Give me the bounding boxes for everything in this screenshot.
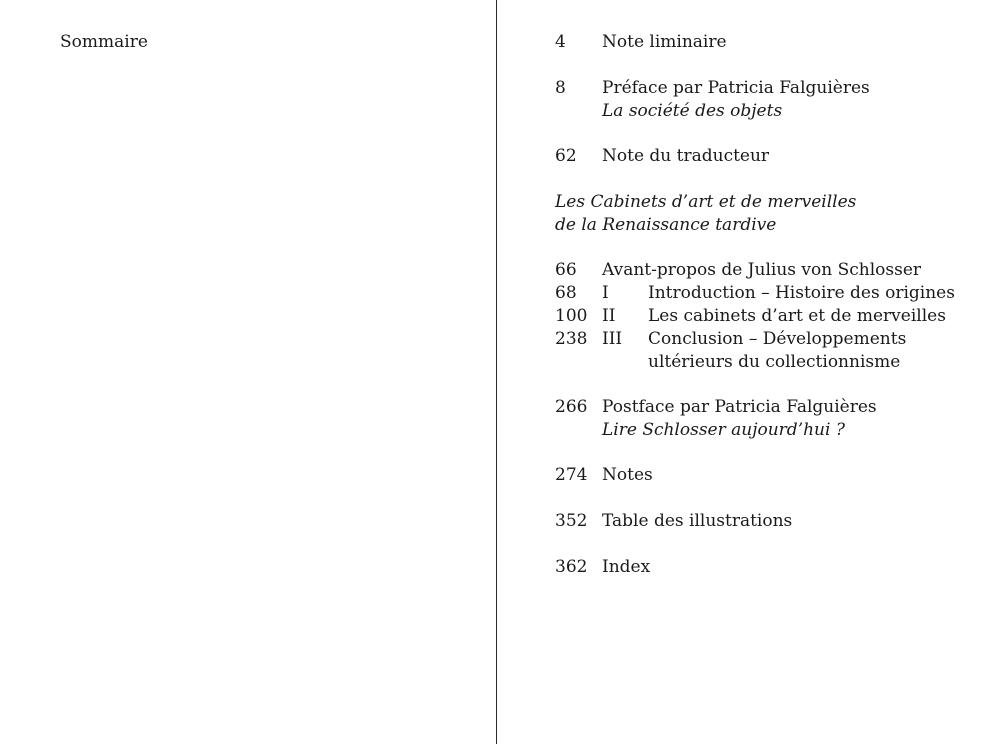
toc-entry-note-liminaire	[555, 31, 975, 54]
toc-chapter-1	[555, 282, 975, 305]
toc-entry-title: Postface par Patricia Falguières	[602, 397, 877, 417]
toc-entry-avant-propos	[555, 259, 975, 282]
toc-entry-note-traducteur	[555, 145, 975, 168]
work-title-line-1: Les Cabinets d’art et de merveilles	[555, 192, 857, 212]
toc-page-number: 62	[555, 146, 577, 166]
right-page-table-of-contents	[497, 0, 992, 744]
toc-entry-title: Note liminaire	[602, 32, 727, 52]
toc-entry-title: Note du traducteur	[602, 146, 770, 166]
toc-chapter-3-continuation	[555, 351, 975, 374]
chapter-title: Introduction – Histoire des origines	[648, 283, 955, 303]
page-title: Sommaire	[60, 32, 148, 52]
chapter-numeral: I	[602, 283, 609, 303]
chapter-numeral: III	[602, 329, 623, 349]
toc-page-number: 352	[555, 511, 588, 531]
toc-page-number: 266	[555, 397, 588, 417]
toc-entry-subtitle: La société des objets	[602, 101, 783, 121]
toc-entry-postface	[555, 396, 975, 442]
work-title-line-2: de la Renaissance tardive	[555, 215, 777, 235]
toc-entry-notes	[555, 464, 975, 487]
chapter-title: Les cabinets d’art et de merveilles	[648, 306, 946, 326]
toc-work-title	[555, 191, 975, 237]
toc-entry-title: Index	[602, 557, 651, 577]
toc-page-number: 68	[555, 283, 577, 303]
toc-entry-preface	[555, 77, 975, 123]
toc-page-number: 238	[555, 329, 588, 349]
toc-page-number: 100	[555, 306, 588, 326]
toc-entry-subtitle: Lire Schlosser aujourd’hui ?	[602, 420, 845, 440]
chapter-numeral: II	[602, 306, 616, 326]
toc-entry-title: Préface par Patricia Falguières	[602, 78, 870, 98]
toc-page-number: 4	[555, 32, 566, 52]
toc-section-chapters	[555, 259, 975, 374]
toc-entry-table-illustrations	[555, 510, 975, 533]
toc-page-number: 8	[555, 78, 566, 98]
toc-page-number: 274	[555, 465, 588, 485]
toc-entry-index	[555, 556, 975, 579]
toc-entry-title: Avant-propos de Julius von Schlosser	[602, 260, 922, 280]
toc-page-number: 66	[555, 260, 577, 280]
chapter-title-continuation: ultérieurs du collectionnisme	[648, 352, 901, 372]
toc-page-number: 362	[555, 557, 588, 577]
toc-chapter-3	[555, 328, 975, 351]
chapter-title: Conclusion – Développements	[648, 329, 907, 349]
toc-chapter-2	[555, 305, 975, 328]
toc-entry-title: Table des illustrations	[602, 511, 793, 531]
toc-entry-title: Notes	[602, 465, 653, 485]
